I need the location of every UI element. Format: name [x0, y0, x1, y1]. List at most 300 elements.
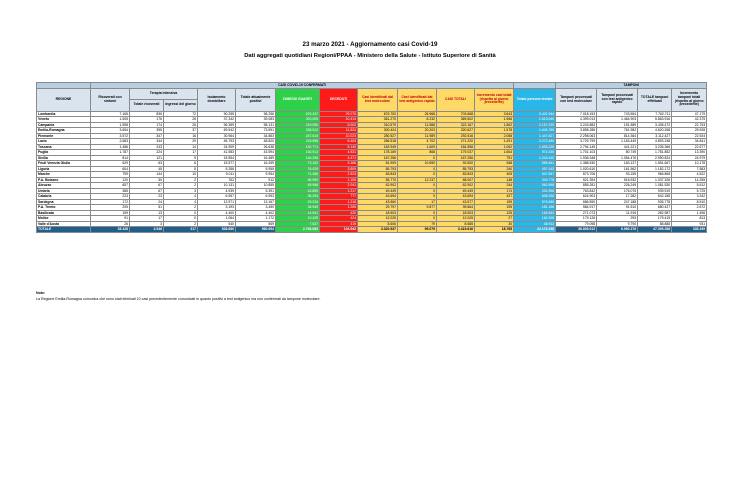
value-cell: 13: [130, 210, 164, 216]
value-cell: 26: [164, 117, 198, 123]
value-cell: 49.449: [437, 188, 475, 194]
value-cell: 855.281: [556, 183, 597, 189]
col-persone-testate: Totale persone testate: [514, 88, 556, 111]
value-cell: 178.169: [358, 150, 398, 156]
col-dimessi-guariti: DIMESSI GUARITI: [276, 88, 320, 111]
value-cell: 30: [130, 177, 164, 183]
value-cell: 548: [475, 161, 514, 167]
value-cell: 7.762.711: [638, 111, 672, 117]
value-cell: 179.419: [638, 216, 672, 222]
value-cell: 2.753.083: [276, 227, 320, 233]
report-header: [0, 40, 740, 61]
value-cell: 79: [398, 221, 437, 227]
value-cell: 576.685: [514, 199, 556, 205]
value-cell: 4.399.013: [556, 117, 597, 123]
region-name-cell: P.A. Trento: [37, 205, 91, 211]
value-cell: 0: [398, 210, 437, 216]
value-cell: 28.428: [91, 227, 130, 233]
value-cell: 762: [198, 177, 236, 183]
value-cell: 868: [398, 150, 437, 156]
value-cell: 176: [130, 117, 164, 123]
value-cell: 26: [91, 221, 130, 227]
value-cell: 67: [130, 183, 164, 189]
value-cell: 9.790: [597, 221, 638, 227]
value-cell: 247.188: [597, 199, 638, 205]
region-name-cell: Basilicata: [37, 210, 91, 216]
value-cell: 48.912: [514, 221, 556, 227]
value-cell: 10.690: [398, 161, 437, 167]
value-cell: 176.075: [597, 188, 638, 194]
value-cell: 104.942: [320, 227, 358, 233]
value-cell: 12.025: [358, 216, 398, 222]
value-cell: 0: [398, 183, 437, 189]
col-casi-totali: CASI TOTALI: [437, 88, 475, 111]
value-cell: 761.982: [597, 128, 638, 134]
value-cell: 2: [164, 205, 198, 211]
region-name-cell: Sardegna: [37, 199, 91, 205]
value-cell: 5.149: [320, 144, 358, 150]
value-cell: 85.793: [358, 166, 398, 172]
value-cell: 2.672: [672, 205, 707, 211]
value-cell: 624.903: [556, 194, 597, 200]
value-cell: 39.664: [437, 205, 475, 211]
value-cell: 83.843: [437, 172, 475, 178]
value-cell: 39.083: [236, 117, 276, 123]
value-cell: 2.794.145: [556, 144, 597, 150]
value-cell: 974.345: [514, 150, 556, 156]
value-cell: 37.342: [198, 117, 236, 123]
value-cell: 34.883: [236, 133, 276, 139]
value-cell: 335.189: [672, 227, 707, 233]
value-cell: 226.249: [597, 183, 638, 189]
value-cell: 179.037: [437, 150, 475, 156]
value-cell: 9: [164, 155, 198, 161]
value-cell: 1.781.852: [638, 150, 672, 156]
value-cell: 43.560: [358, 199, 398, 205]
value-cell: 92.600: [437, 161, 475, 167]
value-cell: 280.527: [358, 133, 398, 139]
value-cell: 47.179: [672, 111, 707, 117]
value-cell: 10.855: [236, 183, 276, 189]
value-cell: 966.865: [638, 172, 672, 178]
value-cell: 120: [91, 177, 130, 183]
table-body: [37, 111, 707, 232]
value-cell: 0: [398, 155, 437, 161]
value-cell: 9.011: [198, 172, 236, 178]
value-cell: 266.518: [358, 139, 398, 145]
region-name-cell: Sicilia: [37, 155, 91, 161]
col-deceduti: DECEDUTI: [320, 88, 358, 111]
value-cell: 6.557: [198, 194, 236, 200]
value-cell: 29.797: [358, 205, 398, 211]
value-cell: 1.787: [91, 150, 130, 156]
value-cell: 515.932: [597, 177, 638, 183]
value-cell: 1.216: [320, 199, 358, 205]
value-cell: 282.987: [638, 210, 672, 216]
value-cell: 5.863.916: [638, 117, 672, 123]
value-cell: 73.162: [276, 161, 320, 167]
value-cell: 38.839.012: [556, 227, 597, 233]
value-cell: 3.729.799: [556, 139, 597, 145]
value-cell: 5.002: [320, 122, 358, 128]
value-cell: 1.645.785: [514, 128, 556, 134]
value-cell: 91.510: [597, 205, 638, 211]
value-cell: 96.359: [198, 122, 236, 128]
value-cell: 25.928: [672, 128, 707, 134]
value-cell: 7.018.153: [556, 111, 597, 117]
value-cell: 1.062: [475, 144, 514, 150]
report-subtitle: Dati aggregati quotidiani Regioni/PPAA - Ministero della Salute - Istituto Superiore di Sanità: [244, 53, 496, 59]
value-cell: 5.725: [672, 188, 707, 194]
value-cell: 42.375: [672, 117, 707, 123]
col-totale-tamponi: TOTALE tamponi effettuati: [638, 88, 672, 111]
value-cell: 293: [597, 216, 638, 222]
value-cell: 676.700: [358, 111, 398, 117]
col-attualmente-positivi: Totale attualmente positivi: [236, 88, 276, 111]
value-cell: 3.858.286: [556, 128, 597, 134]
value-cell: 4.522: [672, 172, 707, 178]
value-cell: 159: [475, 199, 514, 205]
value-cell: 1.447.827: [514, 133, 556, 139]
value-cell: 271.073: [556, 210, 597, 216]
value-cell: 11.915: [597, 210, 638, 216]
value-cell: 45: [130, 166, 164, 172]
col-incremento-tamponi: Incremento tamponi totali (rispetto al giorno precedente): [672, 88, 707, 111]
value-cell: 30.964: [198, 133, 236, 139]
value-cell: 26: [164, 122, 198, 128]
value-cell: 2.683: [91, 139, 130, 145]
value-cell: 29.075: [320, 111, 358, 117]
value-cell: 1.578: [475, 128, 514, 134]
value-cell: 72: [164, 111, 198, 117]
value-cell: 1.105: [320, 177, 358, 183]
value-cell: 162.305: [514, 216, 556, 222]
value-cell: 1.701.103: [556, 150, 597, 156]
value-cell: 8.510: [672, 199, 707, 205]
value-cell: 1.598: [91, 122, 130, 128]
value-cell: 235.512: [276, 128, 320, 134]
value-cell: 47.395.288: [638, 227, 672, 233]
region-name-cell: Emilia-Romagna: [37, 128, 91, 134]
value-cell: 10.414: [320, 117, 358, 123]
value-cell: 73.591: [236, 128, 276, 134]
region-name-cell: Lombardia: [37, 111, 91, 117]
value-cell: 751: [475, 155, 514, 161]
value-cell: 763.842: [556, 188, 597, 194]
value-cell: 6: [164, 161, 198, 167]
value-cell: 3.419.616: [437, 227, 475, 233]
value-cell: 34.949: [276, 205, 320, 211]
value-cell: 90.255: [198, 111, 236, 117]
value-cell: 1.486: [91, 144, 130, 150]
value-cell: 16.489: [236, 155, 276, 161]
value-cell: 1.243.440: [514, 155, 556, 161]
value-cell: 63: [130, 161, 164, 167]
value-cell: 6.953: [236, 194, 276, 200]
value-cell: 7.637: [276, 221, 320, 227]
region-name-cell: Campania: [37, 122, 91, 128]
value-cell: 12.237: [398, 177, 437, 183]
value-cell: 130.912: [276, 150, 320, 156]
value-cell: 12.025: [437, 216, 475, 222]
value-cell: 3.809: [320, 166, 358, 172]
value-cell: 3.166: [320, 161, 358, 167]
value-cell: 1.505: [91, 117, 130, 123]
value-cell: 30: [475, 221, 514, 227]
value-cell: 629: [91, 161, 130, 167]
value-cell: 1.491: [475, 139, 514, 145]
value-cell: 3.235.366: [638, 144, 672, 150]
value-cell: 0: [398, 172, 437, 178]
value-cell: 0: [164, 216, 198, 222]
value-cell: 163.137: [597, 161, 638, 167]
region-name-cell: Umbria: [37, 188, 91, 194]
value-cell: 195: [475, 205, 514, 211]
value-cell: 62.902: [437, 183, 475, 189]
value-cell: 9.877: [398, 205, 437, 211]
value-cell: 41.583: [198, 150, 236, 156]
value-cell: 15.577: [198, 161, 236, 167]
value-cell: 18.503: [437, 210, 475, 216]
value-cell: 7.165: [91, 111, 130, 117]
value-cell: 161.562: [597, 166, 638, 172]
value-cell: 121: [130, 155, 164, 161]
value-cell: 93.159: [597, 172, 638, 178]
col-casi-molecolare: Casi identificati dal test molecolare: [358, 88, 398, 111]
value-cell: 405: [475, 172, 514, 178]
value-cell: 1.054.476: [597, 155, 638, 161]
value-cell: 51: [130, 205, 164, 211]
value-cell: 17.282: [597, 194, 638, 200]
value-cell: 1.064: [198, 216, 236, 222]
value-cell: 24.909: [198, 144, 236, 150]
value-cell: 71.366: [276, 172, 320, 178]
value-cell: 675.437: [276, 111, 320, 117]
value-cell: 3.272.480: [514, 139, 556, 145]
value-cell: 167.256: [358, 155, 398, 161]
col-casi-antigenico: Casi identificati dal test antigenico rapido: [398, 88, 437, 111]
col-totale-ricoverati: Totale ricoverati: [130, 100, 164, 112]
value-cell: 1.513.040: [514, 117, 556, 123]
value-cell: 836: [130, 111, 164, 117]
value-cell: 14.541: [276, 210, 320, 216]
total-row: [37, 227, 707, 233]
value-cell: 1.862: [475, 122, 514, 128]
value-cell: 22.753: [672, 122, 707, 128]
value-cell: 27: [475, 216, 514, 222]
value-cell: 146.296: [276, 155, 320, 161]
value-cell: 8.606: [358, 221, 398, 227]
value-cell: 1.163.449: [597, 139, 638, 145]
value-cell: 317: [164, 227, 198, 233]
value-cell: 23: [130, 194, 164, 200]
value-cell: 369.502: [437, 117, 475, 123]
value-cell: 17: [398, 199, 437, 205]
value-cell: 16.269: [236, 161, 276, 167]
value-cell: 1.265: [320, 205, 358, 211]
value-cell: 4.620.268: [638, 128, 672, 134]
value-cell: 4.400: [198, 210, 236, 216]
value-cell: 10: [164, 172, 198, 178]
value-cell: 65.990: [276, 177, 320, 183]
value-cell: 11.588: [398, 122, 437, 128]
value-cell: 6.403: [320, 139, 358, 145]
value-cell: 5.286: [198, 166, 236, 172]
region-name-cell: P.A. Bolzano: [37, 177, 91, 183]
value-cell: 320.005: [276, 117, 320, 123]
value-cell: 799: [91, 172, 130, 178]
notes-section: [36, 290, 706, 302]
value-cell: 26.638: [236, 144, 276, 150]
value-cell: 91: [91, 216, 130, 222]
value-cell: 322.167: [437, 122, 475, 128]
value-cell: 215.956: [276, 139, 320, 145]
value-cell: 18.503: [358, 210, 398, 216]
value-cell: 2.088: [475, 133, 514, 139]
value-cell: 247.610: [276, 133, 320, 139]
region-name-cell: Molise: [37, 216, 91, 222]
value-cell: 939.919: [638, 188, 672, 194]
value-cell: 2.298.063: [556, 133, 597, 139]
value-cell: 569: [236, 221, 276, 227]
region-name-cell: TOTALE: [37, 227, 91, 233]
value-cell: 79.098: [556, 221, 597, 227]
value-cell: 3.193: [198, 205, 236, 211]
value-cell: 144: [130, 172, 164, 178]
region-name-cell: Valle d'Aosta: [37, 221, 91, 227]
value-cell: 167.256: [437, 155, 475, 161]
col-isolamento: Isolamento domiciliare: [198, 88, 236, 111]
col-tamponi-antigenico: Tamponi processati con test antigenico rapido: [597, 88, 638, 111]
value-cell: 680.427: [638, 205, 672, 211]
value-cell: 3.243.883: [556, 122, 597, 128]
value-cell: 608.326: [514, 194, 556, 200]
value-cell: 3.421.944: [514, 111, 556, 117]
value-cell: 48.820: [236, 139, 276, 145]
group-header-row: [37, 88, 707, 100]
value-cell: 14: [164, 144, 198, 150]
value-cell: 13.167: [236, 199, 276, 205]
value-cell: 2.990.824: [638, 155, 672, 161]
value-cell: 300.424: [358, 128, 398, 134]
value-cell: 604: [91, 166, 130, 172]
value-cell: 0: [164, 210, 198, 216]
value-cell: 3.654: [91, 128, 130, 134]
note-text: La Regione Emilia-Romagna comunica che sono stati eliminati 10 casi precedentemente comunicati in quanto positivi a test antigenico ma non confermati da tampone molecolare.: [36, 297, 321, 301]
value-cell: 34.841: [672, 139, 707, 145]
value-cell: 420: [320, 210, 358, 216]
value-cell: 17: [130, 216, 164, 222]
value-cell: 3.572: [91, 133, 130, 139]
value-cell: 85.793: [437, 166, 475, 172]
value-cell: 22.173.158: [514, 227, 556, 233]
col-tamponi-molecolare: Tamponi processati con test molecolare: [556, 88, 597, 111]
value-cell: 2: [164, 183, 198, 189]
value-cell: 7.583: [672, 166, 707, 172]
report-title: 23 marzo 2021 - Aggiornamento casi Covid-19: [302, 41, 438, 48]
value-cell: 29: [164, 139, 198, 145]
value-cell: 1.609: [398, 144, 437, 150]
value-cell: 98.256: [236, 111, 276, 117]
value-cell: 80.749: [597, 150, 638, 156]
value-cell: 8.232: [398, 117, 437, 123]
value-cell: 224: [130, 150, 164, 156]
value-cell: 1.496: [672, 210, 707, 216]
col-incremento-casi: Incremento casi totali (rispetto al giorno precedente): [475, 88, 514, 111]
value-cell: 497.143: [514, 166, 556, 172]
note-title: Note:: [36, 291, 46, 295]
value-cell: 528.680: [198, 227, 236, 233]
value-cell: 320.627: [437, 128, 475, 134]
value-cell: 1.172: [236, 216, 276, 222]
value-cell: 521.394: [556, 177, 597, 183]
value-cell: 4: [164, 199, 198, 205]
value-cell: 2.157.229: [514, 122, 556, 128]
value-cell: 931: [672, 221, 707, 227]
value-cell: 0: [398, 194, 437, 200]
value-cell: 427: [475, 194, 514, 200]
col-ingressi-giorno: Ingressi del giorno: [164, 100, 198, 112]
value-cell: 642.185: [638, 194, 672, 200]
value-cell: 16: [164, 133, 198, 139]
value-cell: 184.558: [437, 144, 475, 150]
value-cell: 68.007: [437, 177, 475, 183]
value-cell: 20.203: [398, 128, 437, 134]
region-name-cell: Calabria: [37, 194, 91, 200]
value-cell: 349.778: [514, 177, 556, 183]
value-cell: 17: [164, 150, 198, 156]
value-cell: 5.391: [236, 188, 276, 194]
value-cell: 243: [130, 144, 164, 150]
value-cell: 4.893.248: [638, 139, 672, 145]
casi-confermati-block: CASI COVID-19 CONFERMATI: [91, 83, 514, 89]
value-cell: 3.546: [130, 227, 164, 233]
value-cell: 182.949: [358, 144, 398, 150]
value-cell: 3.450: [236, 205, 276, 211]
value-cell: 15.554: [198, 155, 236, 161]
value-cell: 3.643: [475, 111, 514, 117]
value-cell: 9.954: [236, 172, 276, 178]
value-cell: 4.939: [198, 188, 236, 194]
value-cell: 43.694: [437, 194, 475, 200]
value-cell: 83.843: [358, 172, 398, 178]
value-cell: 5: [164, 166, 198, 172]
value-cell: 540: [198, 221, 236, 227]
value-cell: 419: [320, 221, 358, 227]
value-cell: 3: [130, 221, 164, 227]
value-cell: 271.220: [437, 139, 475, 145]
value-cell: 1.464.903: [597, 117, 638, 123]
value-cell: 385: [91, 188, 130, 194]
value-cell: 11.524: [320, 128, 358, 134]
value-cell: 10.131: [198, 183, 236, 189]
value-cell: 240: [475, 166, 514, 172]
value-cell: 76.029: [276, 166, 320, 172]
value-cell: 37: [164, 128, 198, 134]
value-cell: 174: [475, 188, 514, 194]
value-cell: 164.653: [514, 210, 556, 216]
value-cell: 562.698: [514, 183, 556, 189]
value-cell: 814.364: [597, 133, 638, 139]
value-cell: 584.917: [556, 205, 597, 211]
value-cell: 14.255: [672, 177, 707, 183]
value-cell: 223: [91, 194, 130, 200]
value-cell: 2: [164, 177, 198, 183]
value-cell: 244: [475, 183, 514, 189]
value-cell: 0: [398, 166, 437, 172]
value-cell: 395: [130, 128, 164, 134]
value-cell: 3.320.537: [358, 227, 398, 233]
